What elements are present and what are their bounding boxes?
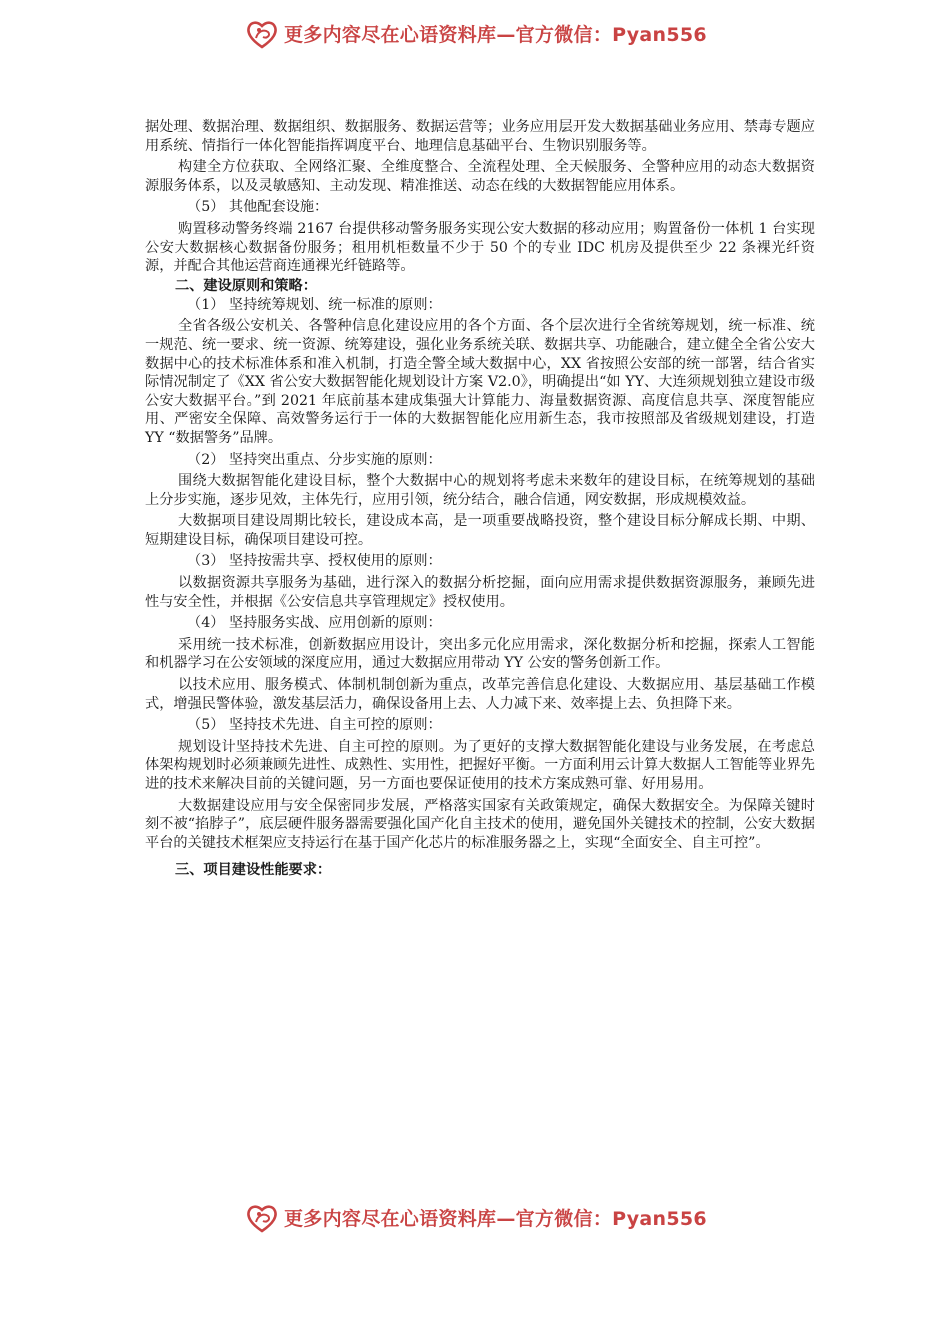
banner-text (284, 1204, 707, 1231)
paragraph: 大数据建设应用与安全保密同步发展，严格落实国家有关政策规定，确保大数据安全。为保障关键时刻不被“掐脖子”，底层硬件服务器需要强化国产化自主技术的使用，避免国外关键技术的控制，公安大数据平台的关键技术框架应支持运行在基于国产化芯片的标准服务器之上，实现“全面安全、自主可控”。 (145, 797, 815, 851)
section-heading: 二、建设原则和策略： (175, 277, 317, 294)
paragraph: 以数据资源共享服务为基础，进行深入的数据分析挖掘，面向应用需求提供数据资源服务，兼顾先进性与安全性，并根据《公安信息共享管理规定》授权使用。 (145, 575, 815, 610)
list-item-heading: （1） 坚持统筹规划、统一标准的原则： (187, 296, 442, 313)
paragraph: 以技术应用、服务模式、体制机制创新为重点，改革完善信息化建设、大数据应用、基层基础工作模式，增强民警体验，激发基层活力，确保设备用上去、人力减下来、效率提上去、负担降下来。 (145, 677, 815, 712)
paragraph: 全省各级公安机关、各警种信息化建设应用的各个方面、各个层次进行全省统筹规划，统一标准、统一规范、统一要求、统一资源、统筹建设，强化业务系统关联、数据共享、功能融合，建立健全全省公安大数据中心的技术标准体系和准入机制，打造全警全域大数据中心，XX 省按照公安部的统一部署，结合省实际情况制定了《XX 省公安大数据智能化规划设计方案 V2.0》，明确提出“如 YY、大连须规划独立建设市级公安大数据平台。”到 2021 年底前基本建成集强大计算能力、海量数据资源、高度信息共享、深度智能应用、严密安全保障、高效警务运行于一体的大数据智能化应用新生态，我市按照部及省级规划建设，打造 YY “数据警务”品牌。 (145, 318, 815, 446)
footer-banner (0, 1198, 950, 1242)
banner-contact: 官方微信：Pyan556 (515, 1208, 707, 1230)
list-item-heading: （2） 坚持突出重点、分步实施的原则： (187, 451, 442, 468)
list-item-heading: （4） 坚持服务实战、应用创新的原则： (187, 615, 442, 632)
banner-separator: — (496, 24, 516, 46)
banner-text (284, 20, 707, 47)
section-heading: 三、项目建设性能要求： (175, 862, 332, 879)
heart-swirl-logo-icon (244, 1200, 280, 1236)
heart-swirl-logo-icon (244, 16, 280, 52)
paragraph: 构建全方位获取、全网络汇聚、全维度整合、全流程处理、全天候服务、全警种应用的动态大数据资源服务体系，以及灵敏感知、主动发现、精准推送、动态在线的大数据智能应用体系。 (145, 159, 815, 194)
header-banner (0, 14, 950, 58)
paragraph: 采用统一技术标准，创新数据应用设计，突出多元化应用需求，深化数据分析和挖掘，探索人工智能和机器学习在公安领域的深度应用，通过大数据应用带动 YY 公安的警务创新工作。 (145, 636, 815, 672)
banner-separator: — (496, 1208, 516, 1230)
document-body (145, 118, 815, 880)
banner-title: 更多内容尽在心语资料库 (284, 24, 497, 46)
paragraph: 购置移动警务终端 2167 台提供移动警务服务实现公安大数据的移动应用；购置备份一体机 1 台实现公安大数据核心数据备份服务；租用机柜数量不少于 50 个的专业 IDC 机房及提供至少 22 条裸光纤资源，并配合其他运营商连通裸光纤链路等。 (145, 220, 815, 275)
list-item-heading: （3） 坚持按需共享、授权使用的原则： (187, 553, 442, 570)
banner-contact: 官方微信：Pyan556 (515, 24, 707, 46)
paragraph: 规划设计坚持技术先进、自主可控的原则。为了更好的支撑大数据智能化建设与业务发展，在考虑总体架构规划时必须兼顾先进性、成熟性、实用性，把握好平衡。一方面利用云计算大数据人工智能等业界先进的技术来解决目前的关键问题，另一方面也要保证使用的技术方案成熟可靠、好用易用。 (145, 738, 815, 792)
paragraph: 围绕大数据智能化建设目标，整个大数据中心的规划将考虑未来数年的建设目标，在统筹规划的基础上分步实施，逐步见效，主体先行，应用引领，统分结合，融合信通，网安数据，形成规模效益。 (145, 473, 815, 508)
paragraph: 据处理、数据治理、数据组织、数据服务、数据运营等；业务应用层开发大数据基础业务应用、禁毒专题应用系统、情指行一体化智能指挥调度平台、地理信息基础平台、生物识别服务等。 (145, 119, 815, 154)
banner-title: 更多内容尽在心语资料库 (284, 1208, 497, 1230)
paragraph: 大数据项目建设周期比较长，建设成本高，是一项重要战略投资，整个建设目标分解成长期、中期、短期建设目标，确保项目建设可控。 (145, 513, 815, 548)
list-item-heading: （5） 其他配套设施： (187, 199, 329, 216)
list-item-heading: （5） 坚持技术先进、自主可控的原则： (187, 717, 442, 734)
